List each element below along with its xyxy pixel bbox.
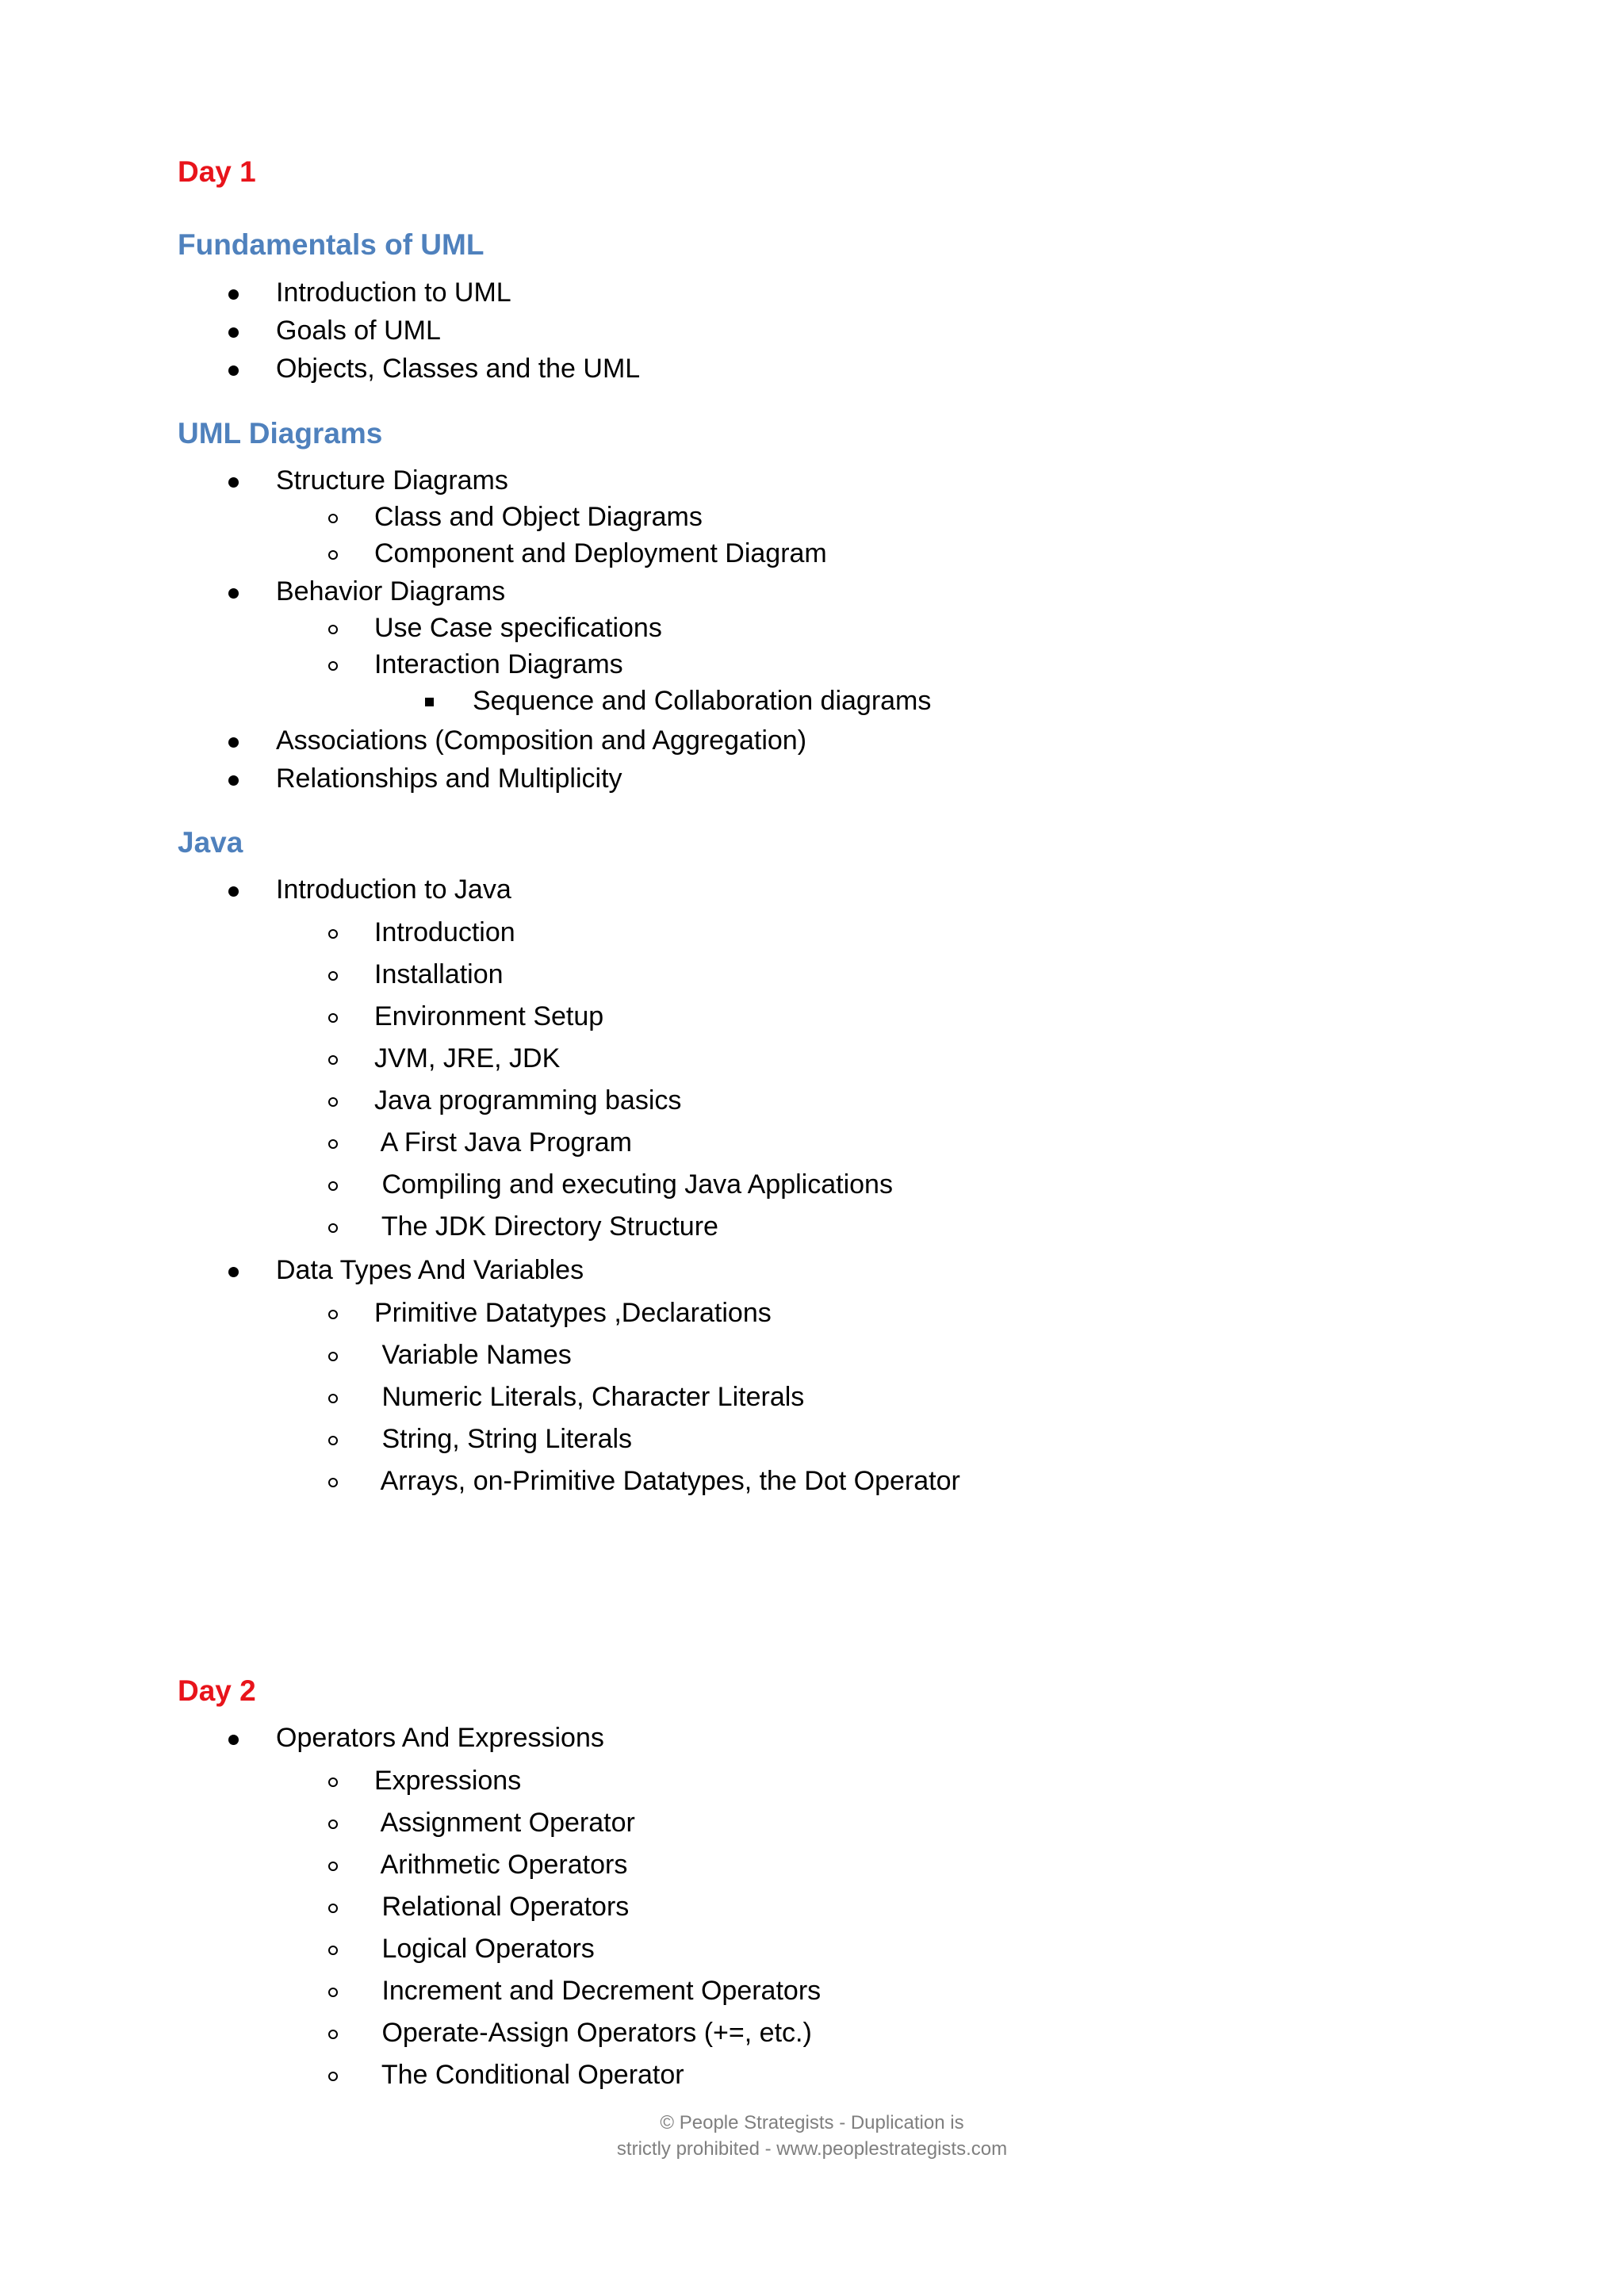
circle-bullet-icon	[328, 971, 338, 981]
day-2-heading: Day 2	[178, 1674, 256, 1707]
circle-bullet-icon	[328, 1820, 338, 1829]
list-item: Goals of UML	[276, 316, 441, 346]
circle-bullet-icon	[328, 625, 338, 634]
circle-bullet-icon	[328, 1013, 338, 1023]
list-subitem: Class and Object Diagrams	[374, 502, 703, 532]
circle-bullet-icon	[328, 929, 338, 939]
list-subitem: Relational Operators	[374, 1892, 630, 1922]
list-subitem: Use Case specifications	[374, 613, 662, 643]
java-heading: Java	[178, 826, 243, 859]
list-subitem: The Conditional Operator	[374, 2060, 684, 2090]
list-item: Introduction to UML	[276, 277, 511, 308]
circle-bullet-icon	[328, 1478, 338, 1487]
list-item: Behavior Diagrams	[276, 576, 506, 607]
circle-bullet-icon	[328, 661, 338, 671]
bullet-icon	[228, 365, 239, 376]
list-subitem: A First Java Program	[374, 1127, 632, 1158]
list-subitem: Increment and Decrement Operators	[374, 1976, 822, 2006]
list-subitem: Operate-Assign Operators (+=, etc.)	[374, 2018, 812, 2048]
circle-bullet-icon	[328, 1181, 338, 1191]
circle-bullet-icon	[328, 1946, 338, 1955]
list-subitem: Numeric Literals, Character Literals	[374, 1382, 805, 1412]
list-subitem: Installation	[374, 959, 504, 989]
list-subitem: Compiling and executing Java Applications	[374, 1169, 893, 1200]
circle-bullet-icon	[328, 1394, 338, 1403]
circle-bullet-icon	[328, 514, 338, 523]
list-item: Objects, Classes and the UML	[276, 354, 641, 384]
list-subitem: The JDK Directory Structure	[374, 1211, 718, 1242]
list-item: Structure Diagrams	[276, 465, 508, 496]
list-subitem: Variable Names	[374, 1340, 572, 1370]
circle-bullet-icon	[328, 1097, 338, 1107]
list-subitem: Assignment Operator	[374, 1808, 635, 1838]
bullet-icon	[228, 1735, 239, 1745]
square-bullet-icon	[425, 698, 434, 706]
list-subsubitem: Sequence and Collaboration diagrams	[473, 686, 932, 716]
list-item: Operators And Expressions	[276, 1723, 604, 1753]
list-subitem: Component and Deployment Diagram	[374, 538, 827, 568]
circle-bullet-icon	[328, 550, 338, 560]
circle-bullet-icon	[328, 1139, 338, 1149]
list-item: Introduction to Java	[276, 874, 511, 905]
bullet-icon	[228, 775, 239, 786]
list-subitem: Arithmetic Operators	[374, 1850, 628, 1880]
circle-bullet-icon	[328, 1055, 338, 1065]
list-subitem: Expressions	[374, 1766, 522, 1796]
circle-bullet-icon	[328, 2072, 338, 2081]
bullet-icon	[228, 1267, 239, 1277]
fundamentals-heading: Fundamentals of UML	[178, 228, 485, 261]
bullet-icon	[228, 289, 239, 300]
list-subitem: JVM, JRE, JDK	[374, 1043, 561, 1073]
bullet-icon	[228, 588, 239, 599]
circle-bullet-icon	[328, 1777, 338, 1787]
list-item: Relationships and Multiplicity	[276, 763, 622, 794]
circle-bullet-icon	[328, 1223, 338, 1233]
list-subitem: Introduction	[374, 917, 515, 947]
bullet-icon	[228, 327, 239, 338]
circle-bullet-icon	[328, 2030, 338, 2039]
circle-bullet-icon	[328, 1352, 338, 1361]
list-item: Data Types And Variables	[276, 1255, 584, 1285]
circle-bullet-icon	[328, 1862, 338, 1871]
uml-diagrams-heading: UML Diagrams	[178, 417, 383, 450]
circle-bullet-icon	[328, 1988, 338, 1997]
bullet-icon	[228, 737, 239, 748]
bullet-icon	[228, 477, 239, 488]
day-1-heading: Day 1	[178, 155, 256, 188]
list-subitem: Arrays, on-Primitive Datatypes, the Dot Operator	[374, 1466, 960, 1496]
circle-bullet-icon	[328, 1436, 338, 1445]
list-subitem: Interaction Diagrams	[374, 649, 623, 679]
footer-line-1: © People Strategists - Duplication is	[660, 2112, 964, 2133]
footer-line-2: strictly prohibited - www.peoplestrategists.com	[616, 2138, 1008, 2160]
list-subitem: String, String Literals	[374, 1424, 633, 1454]
list-subitem: Java programming basics	[374, 1085, 682, 1115]
list-subitem: Primitive Datatypes ,Declarations	[374, 1298, 772, 1328]
circle-bullet-icon	[328, 1310, 338, 1319]
list-subitem: Environment Setup	[374, 1001, 604, 1031]
circle-bullet-icon	[328, 1904, 338, 1913]
bullet-icon	[228, 886, 239, 897]
list-item: Associations (Composition and Aggregation)	[276, 725, 807, 756]
list-subitem: Logical Operators	[374, 1934, 595, 1964]
